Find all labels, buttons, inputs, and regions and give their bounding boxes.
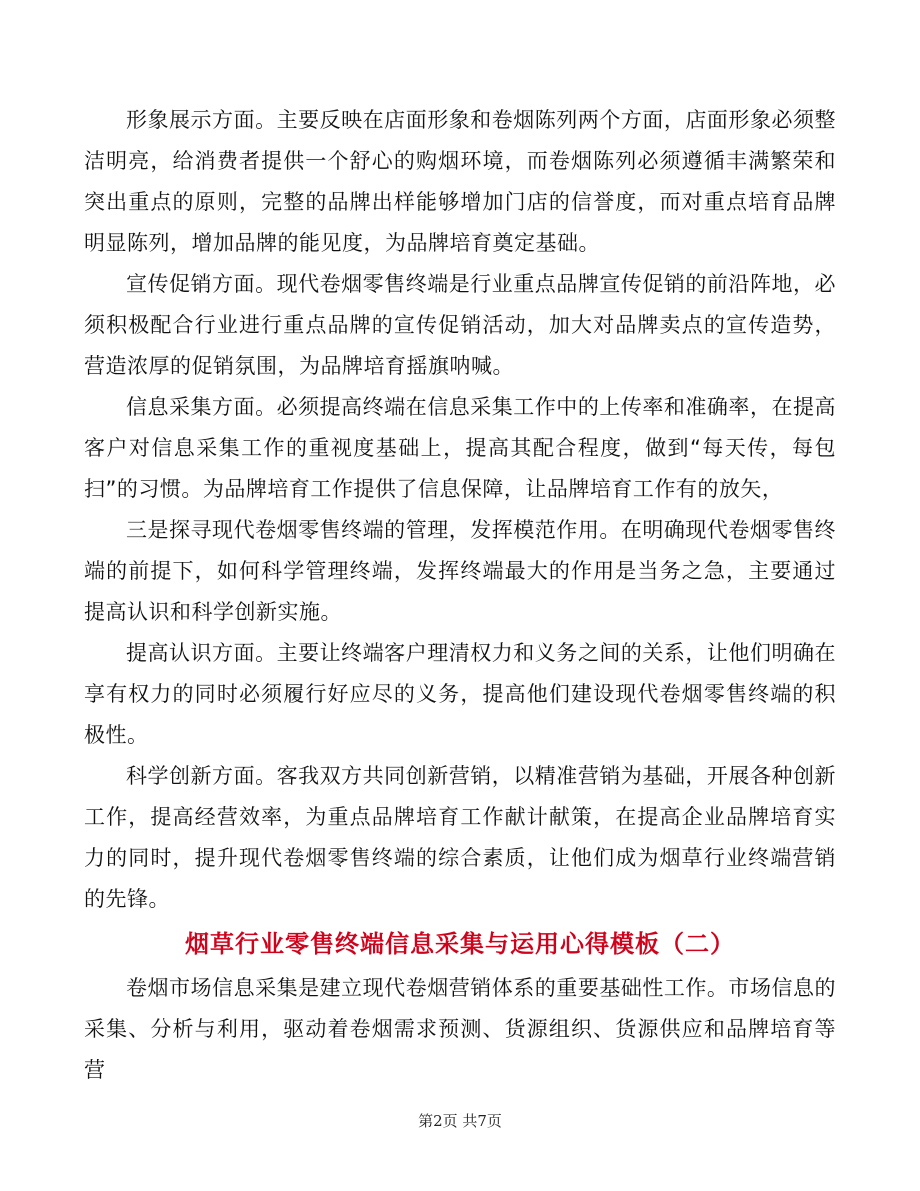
page-number-footer: 第2页 共7页: [418, 1112, 502, 1130]
paragraph-image-display: 形象展示方面。主要反映在店面形象和卷烟陈列两个方面，店面形象必须整洁明亮，给消费者提供一个舒心的购烟环境，而卷烟陈列必须遵循丰满繁荣和突出重点的原则，完整的品牌出样能够增加门店的信誉度，而对重点培育品牌明显陈列，增加品牌的能见度，为品牌培育奠定基础。: [84, 108, 836, 255]
paragraph-raise-awareness: 提高认识方面。主要让终端客户理清权力和义务之间的关系，让他们明确在享有权力的同时必须履行好应尽的义务，提高他们建设现代卷烟零售终端的积极性。: [84, 641, 836, 747]
paragraph-market-info: 卷烟市场信息采集是建立现代卷烟营销体系的重要基础性工作。市场信息的采集、分析与利用，驱动着卷烟需求预测、货源组织、货源供应和品牌培育等营: [84, 976, 836, 1082]
paragraph-promotion: 宣传促销方面。现代卷烟零售终端是行业重点品牌宣传促销的前沿阵地，必须积极配合行业进行重点品牌的宣传促销活动，加大对品牌卖点的宣传造势，营造浓厚的促销氛围，为品牌培育摇旗呐喊。: [84, 272, 836, 378]
paragraph-info-collection: 信息采集方面。必须提高终端在信息采集工作中的上传率和准确率，在提高客户对信息采集工作的重视度基础上，提高其配合程度，做到“每天传，每包扫”的习惯。为品牌培育工作提供了信息保障，让品牌培育工作有的放矢，: [84, 395, 836, 501]
paragraph-scientific-innovation: 科学创新方面。客我双方共同创新营销，以精准营销为基础，开展各种创新工作，提高经营效率，为重点品牌培育工作献计献策，在提高企业品牌培育实力的同时，提升现代卷烟零售终端的综合素质，让他们成为烟草行业终端营销的先锋。: [84, 764, 836, 911]
paragraph-terminal-management: 三是探寻现代卷烟零售终端的管理，发挥模范作用。在明确现代卷烟零售终端的前提下，如何科学管理终端，发挥终端最大的作用是当务之急，主要通过提高认识和科学创新实施。: [84, 518, 836, 624]
section-heading: 烟草行业零售终端信息采集与运用心得模板（二）: [185, 930, 735, 958]
document-body: [84, 100, 836, 1091]
